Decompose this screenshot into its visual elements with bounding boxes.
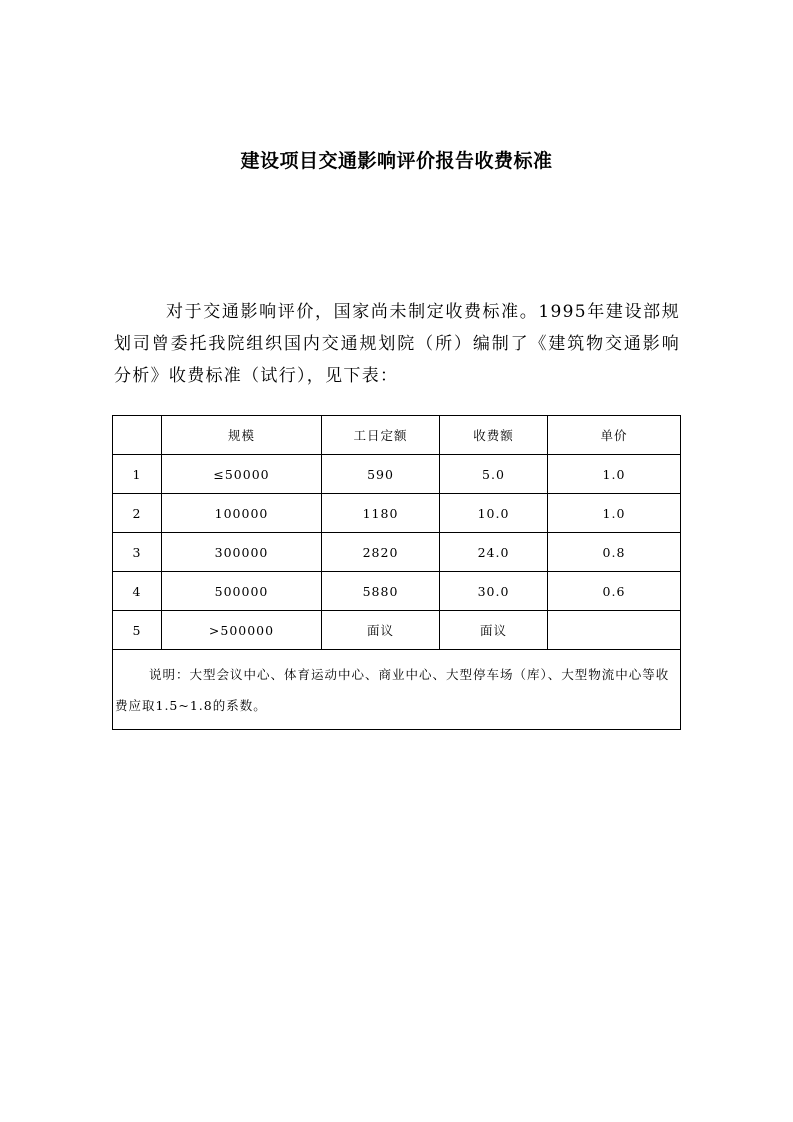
intro-paragraph: 对于交通影响评价，国家尚未制定收费标准。1995年建设部规划司曾委托我院组织国内交通规划院（所）编制了《建筑物交通影响分析》收费标准（试行），见下表：	[114, 302, 680, 386]
cell-fee-amount: 5.0	[440, 455, 548, 494]
table-row	[113, 572, 681, 611]
fee-table	[112, 415, 681, 730]
table-row	[113, 611, 681, 650]
cell-scale: >500000	[162, 611, 322, 650]
cell-workday-quota: 1180	[322, 494, 440, 533]
table-row	[113, 455, 681, 494]
cell-index: 1	[113, 455, 162, 494]
cell-unit-price	[548, 611, 681, 650]
cell-workday-quota: 2820	[322, 533, 440, 572]
table-header-row	[113, 416, 681, 455]
cell-index: 2	[113, 494, 162, 533]
cell-scale: 300000	[162, 533, 322, 572]
table-row	[113, 533, 681, 572]
cell-fee-amount: 30.0	[440, 572, 548, 611]
table-note: 说明：大型会议中心、体育运动中心、商业中心、大型停车场（库）、大型物流中心等收费应取1.5~1.8的系数。	[113, 650, 681, 730]
cell-scale: 100000	[162, 494, 322, 533]
header-cell-unit-price: 单价	[548, 416, 681, 455]
cell-unit-price: 1.0	[548, 494, 681, 533]
header-cell-fee-amount: 收费额	[440, 416, 548, 455]
header-cell-index	[113, 416, 162, 455]
cell-unit-price: 1.0	[548, 455, 681, 494]
cell-fee-amount: 24.0	[440, 533, 548, 572]
header-cell-scale: 规模	[162, 416, 322, 455]
cell-unit-price: 0.6	[548, 572, 681, 611]
cell-workday-quota: 5880	[322, 572, 440, 611]
cell-unit-price: 0.8	[548, 533, 681, 572]
cell-index: 5	[113, 611, 162, 650]
cell-fee-amount: 面议	[440, 611, 548, 650]
cell-workday-quota: 面议	[322, 611, 440, 650]
document-title: 建设项目交通影响评价报告收费标准	[240, 150, 553, 172]
cell-index: 3	[113, 533, 162, 572]
table-note-row	[113, 650, 681, 730]
cell-fee-amount: 10.0	[440, 494, 548, 533]
header-cell-workday-quota: 工日定额	[322, 416, 440, 455]
cell-index: 4	[113, 572, 162, 611]
cell-scale: ≤50000	[162, 455, 322, 494]
table-row	[113, 494, 681, 533]
cell-workday-quota: 590	[322, 455, 440, 494]
cell-scale: 500000	[162, 572, 322, 611]
